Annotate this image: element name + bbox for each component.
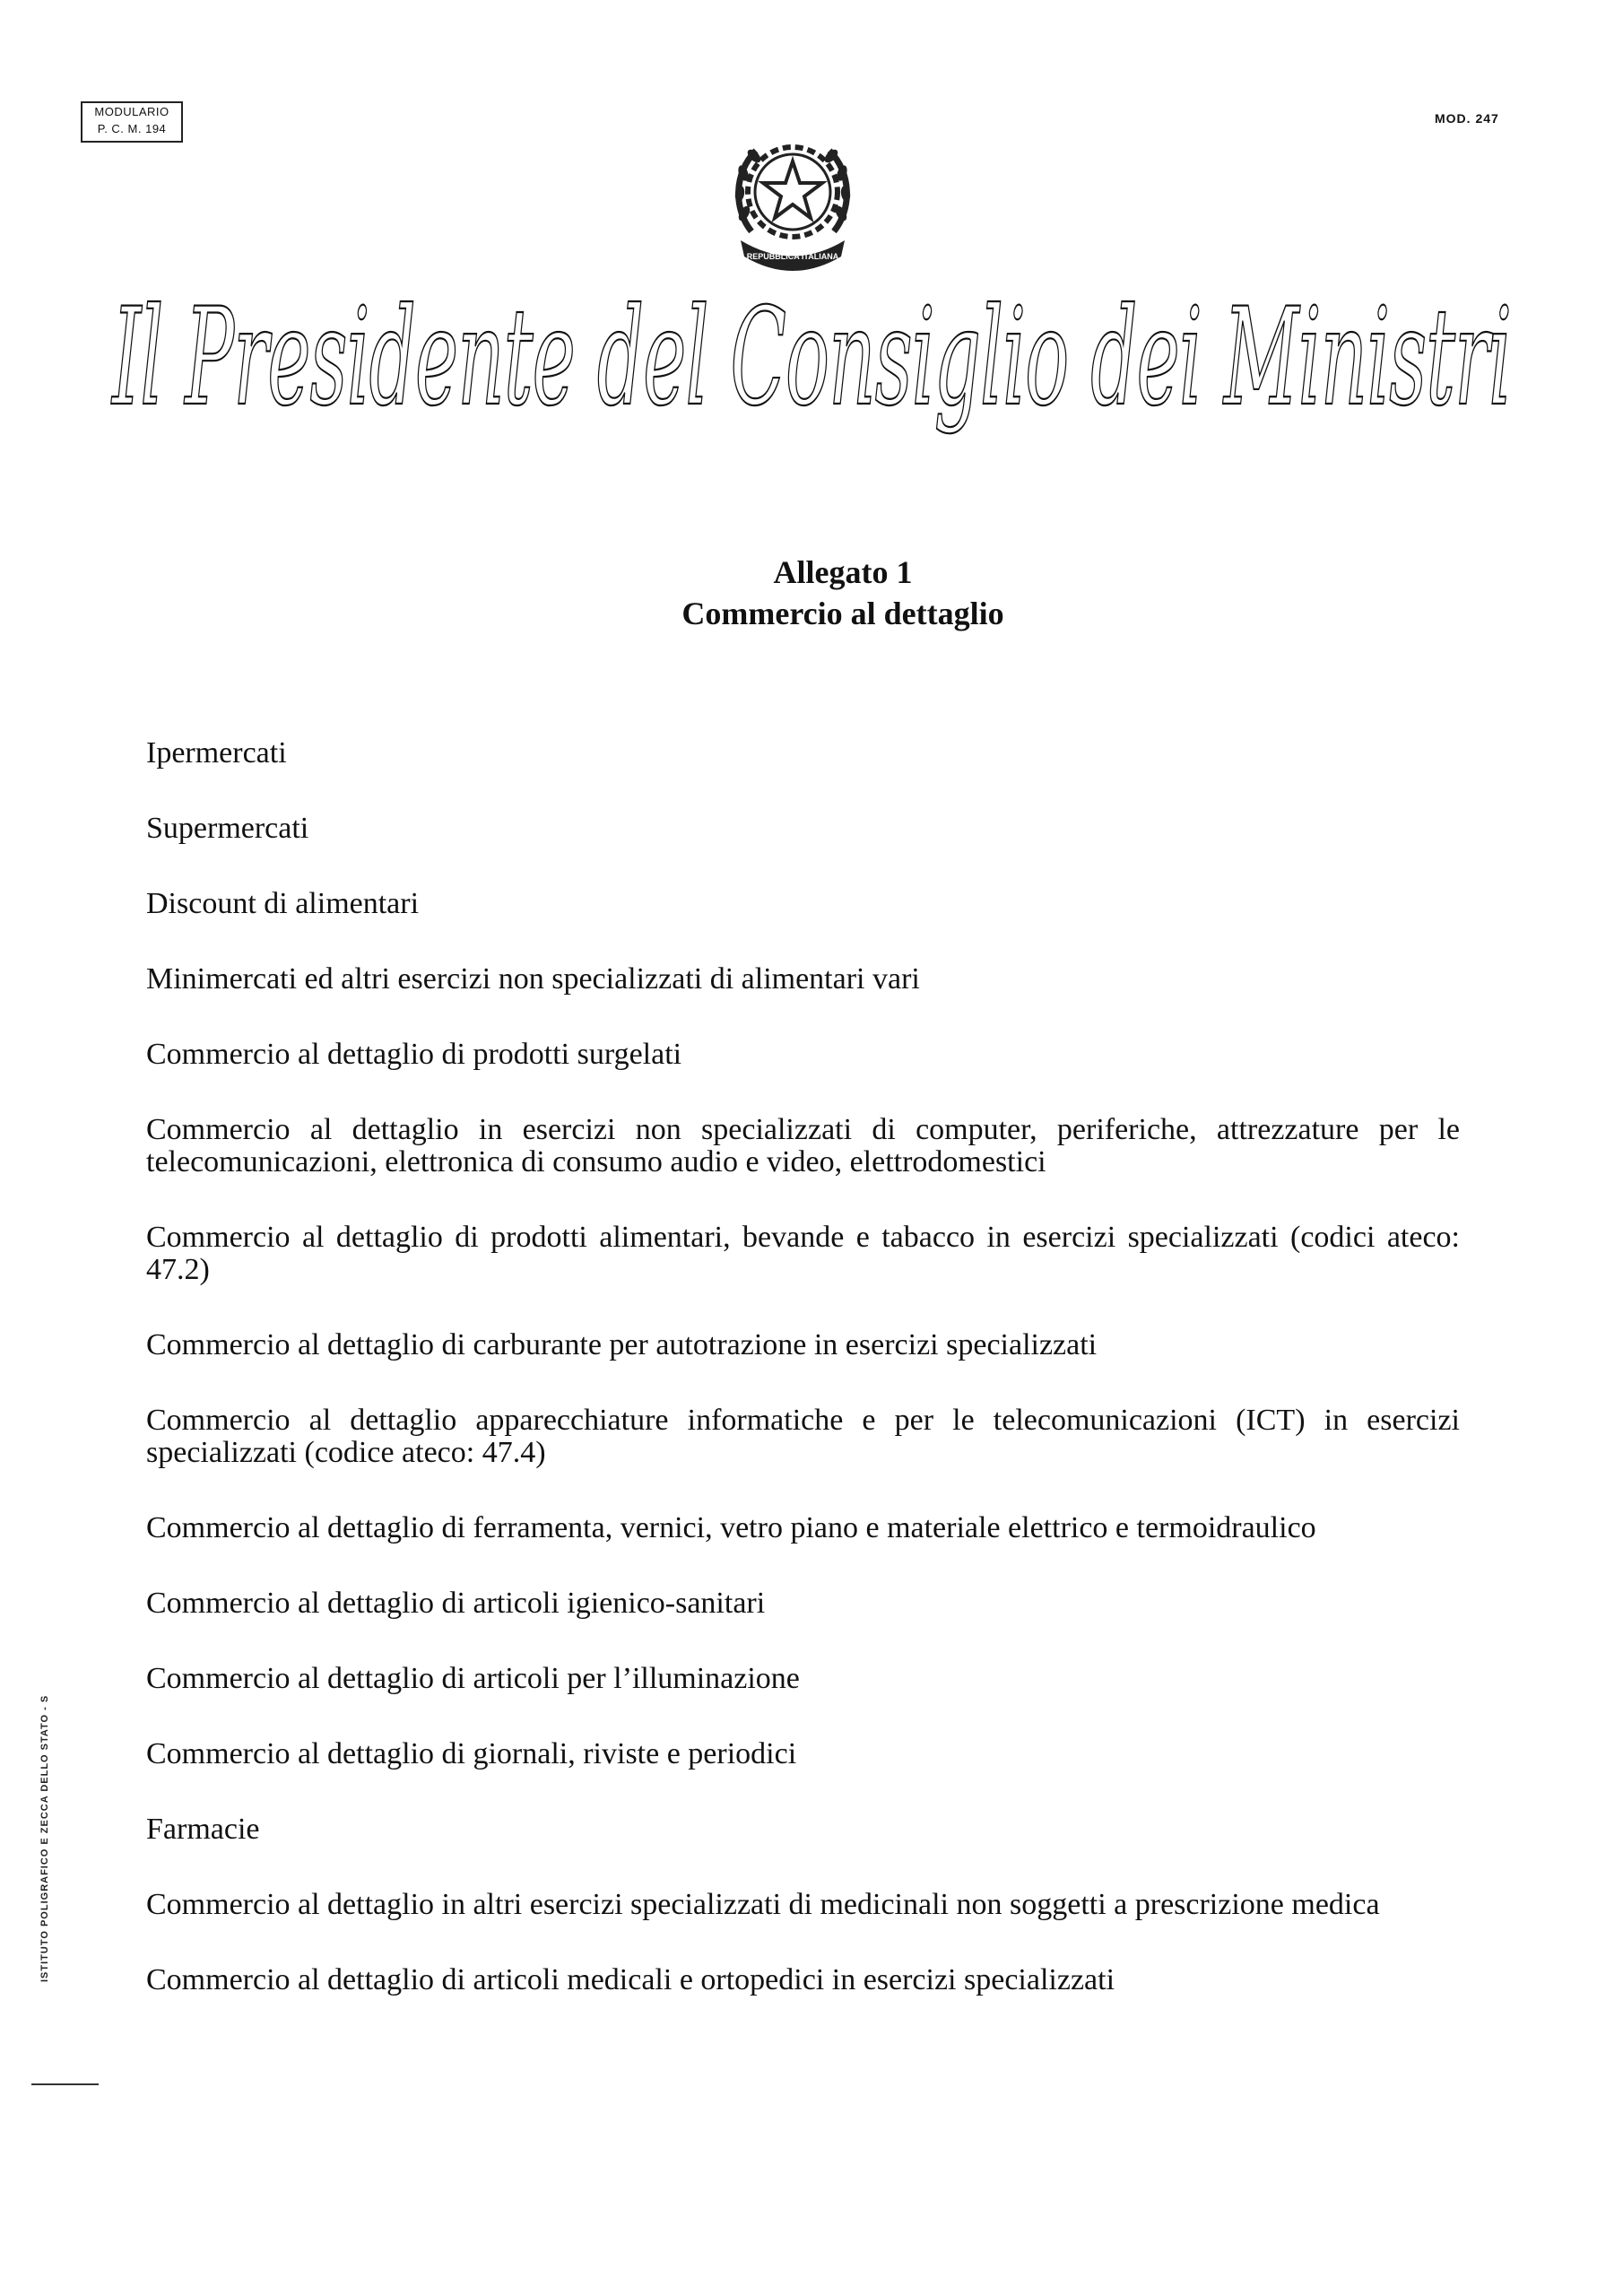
list-item: Commercio al dettaglio di ferramenta, vernici, vetro piano e materiale elettrico e termoidraulico xyxy=(146,1511,1316,1544)
list-item: Commercio al dettaglio di carburante per autotrazione in esercizi specializzati xyxy=(146,1328,1098,1361)
modulario-line2: P. C. M. 194 xyxy=(97,122,167,135)
activity-list xyxy=(146,737,1460,2039)
letterhead-text: Il Presidente del Consiglio dei Ministri xyxy=(110,287,1511,436)
list-item: Supermercati xyxy=(146,812,309,845)
mod-code: MOD. 247 xyxy=(1435,111,1499,126)
letterhead-title xyxy=(90,287,1533,466)
list-item: Ipermercati xyxy=(146,736,287,770)
list-item: Commercio al dettaglio di articoli medicali e ortopedici in esercizi specializzati xyxy=(146,1963,1115,1996)
list-item: Minimercati ed altri esercizi non specializzati di alimentari vari xyxy=(146,962,920,996)
list-item: Commercio al dettaglio in esercizi non specializzati di computer, periferiche, attrezzature per le telecomunicazioni, elettronica di consumo audio e video, elettrodomestici xyxy=(146,1113,1460,1178)
list-item: Farmacie xyxy=(146,1813,260,1846)
footer-divider xyxy=(31,2083,99,2085)
document-title xyxy=(0,552,1623,634)
section-title: Commercio al dettaglio xyxy=(681,596,1004,631)
list-item: Discount di alimentari xyxy=(146,887,420,920)
list-item: Commercio al dettaglio apparecchiature informatiche e per le telecomunicazioni (ICT) in esercizi specializzati (codice ateco: 47.4) xyxy=(146,1404,1460,1469)
list-item: Commercio al dettaglio di articoli per l’illuminazione xyxy=(146,1662,800,1695)
list-item: Commercio al dettaglio di articoli igienico-sanitari xyxy=(146,1587,766,1620)
modulario-line1: MODULARIO xyxy=(94,105,169,118)
list-item: Commercio al dettaglio di prodotti alimentari, bevande e tabacco in esercizi specializzati (codici ateco: 47.2) xyxy=(146,1221,1460,1286)
modulario-box xyxy=(81,101,183,143)
list-item: Commercio al dettaglio in altri esercizi specializzati di medicinali non soggetti a prescrizione medica xyxy=(146,1888,1380,1921)
list-item: Commercio al dettaglio di giornali, riviste e periodici xyxy=(146,1737,797,1770)
allegato-label: Allegato 1 xyxy=(773,554,913,590)
list-item: Commercio al dettaglio di prodotti surgelati xyxy=(146,1038,682,1071)
emblem-inscription: REPUBBLICA ITALIANA xyxy=(746,252,839,261)
printer-imprint: ISTITUTO POLIGRAFICO E ZECCA DELLO STATO - S xyxy=(39,1694,50,1982)
italian-republic-emblem xyxy=(725,124,861,281)
